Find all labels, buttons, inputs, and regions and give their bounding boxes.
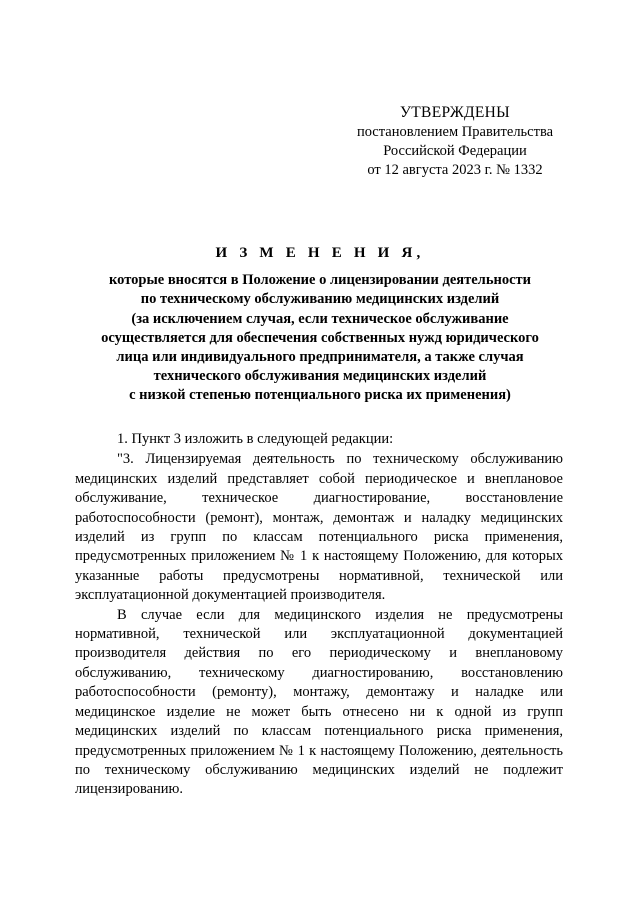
approval-line-1: постановлением Правительства — [356, 124, 554, 140]
heading-line: по техническому обслуживанию медицинских изделий — [140, 291, 500, 308]
paragraph-item-3: "3. Лицензируемая деятельность по техническому обслуживанию медицинских изделий представляет собой периодическое и внеплановое обслуживание, техническое диагностирование, восстановление работоспособности (ремонт), монтаж, демонтаж и наладку медицинских изделий из групп по классам потенциального риска применения, предусмотренных приложением № 1 к настоящему Положению, для которых указанные работы предусмотрены нормативной, технической или эксплуатационной документацией производителя. — [75, 451, 563, 604]
approval-line-2: Российской Федерации — [383, 143, 527, 159]
document-heading — [60, 244, 580, 406]
heading-line: осуществляется для обеспечения собственных нужд юридического — [101, 329, 539, 346]
document-body — [75, 430, 563, 800]
document-title: И З М Е Н Е Н И Я, — [215, 245, 425, 261]
approval-title: УТВЕРЖДЕНЫ — [400, 104, 510, 121]
approval-block — [340, 103, 570, 180]
heading-line: (за исключением случая, если техническое обслуживание — [131, 310, 509, 327]
approval-line-3: от 12 августа 2023 г. № 1332 — [367, 162, 543, 178]
paragraph-point-1: 1. Пункт 3 изложить в следующей редакции: — [117, 431, 394, 447]
heading-line: которые вносятся в Положение о лицензировании деятельности — [108, 272, 532, 289]
paragraph-exception: В случае если для медицинского изделия не предусмотрены нормативной, технической или эксплуатационной документацией производителя действия по его периодическому и внеплановому обслуживанию, техническому диагностированию, восстановлению работоспособности (ремонту), монтажу, демонтажу и наладке или медицинское изделие не может быть отнесено ни к одной из групп медицинских изделий по классам потенциального риска применения, предусмотренных приложением № 1 к настоящему Положению, деятельность по техническому обслуживанию медицинских изделий не подлежит лицензированию. — [75, 606, 563, 798]
heading-line: технического обслуживания медицинских изделий — [153, 368, 487, 385]
heading-line: лица или индивидуального предпринимателя, а также случая — [116, 349, 524, 366]
heading-line: с низкой степенью потенциального риска их применения) — [129, 387, 511, 404]
